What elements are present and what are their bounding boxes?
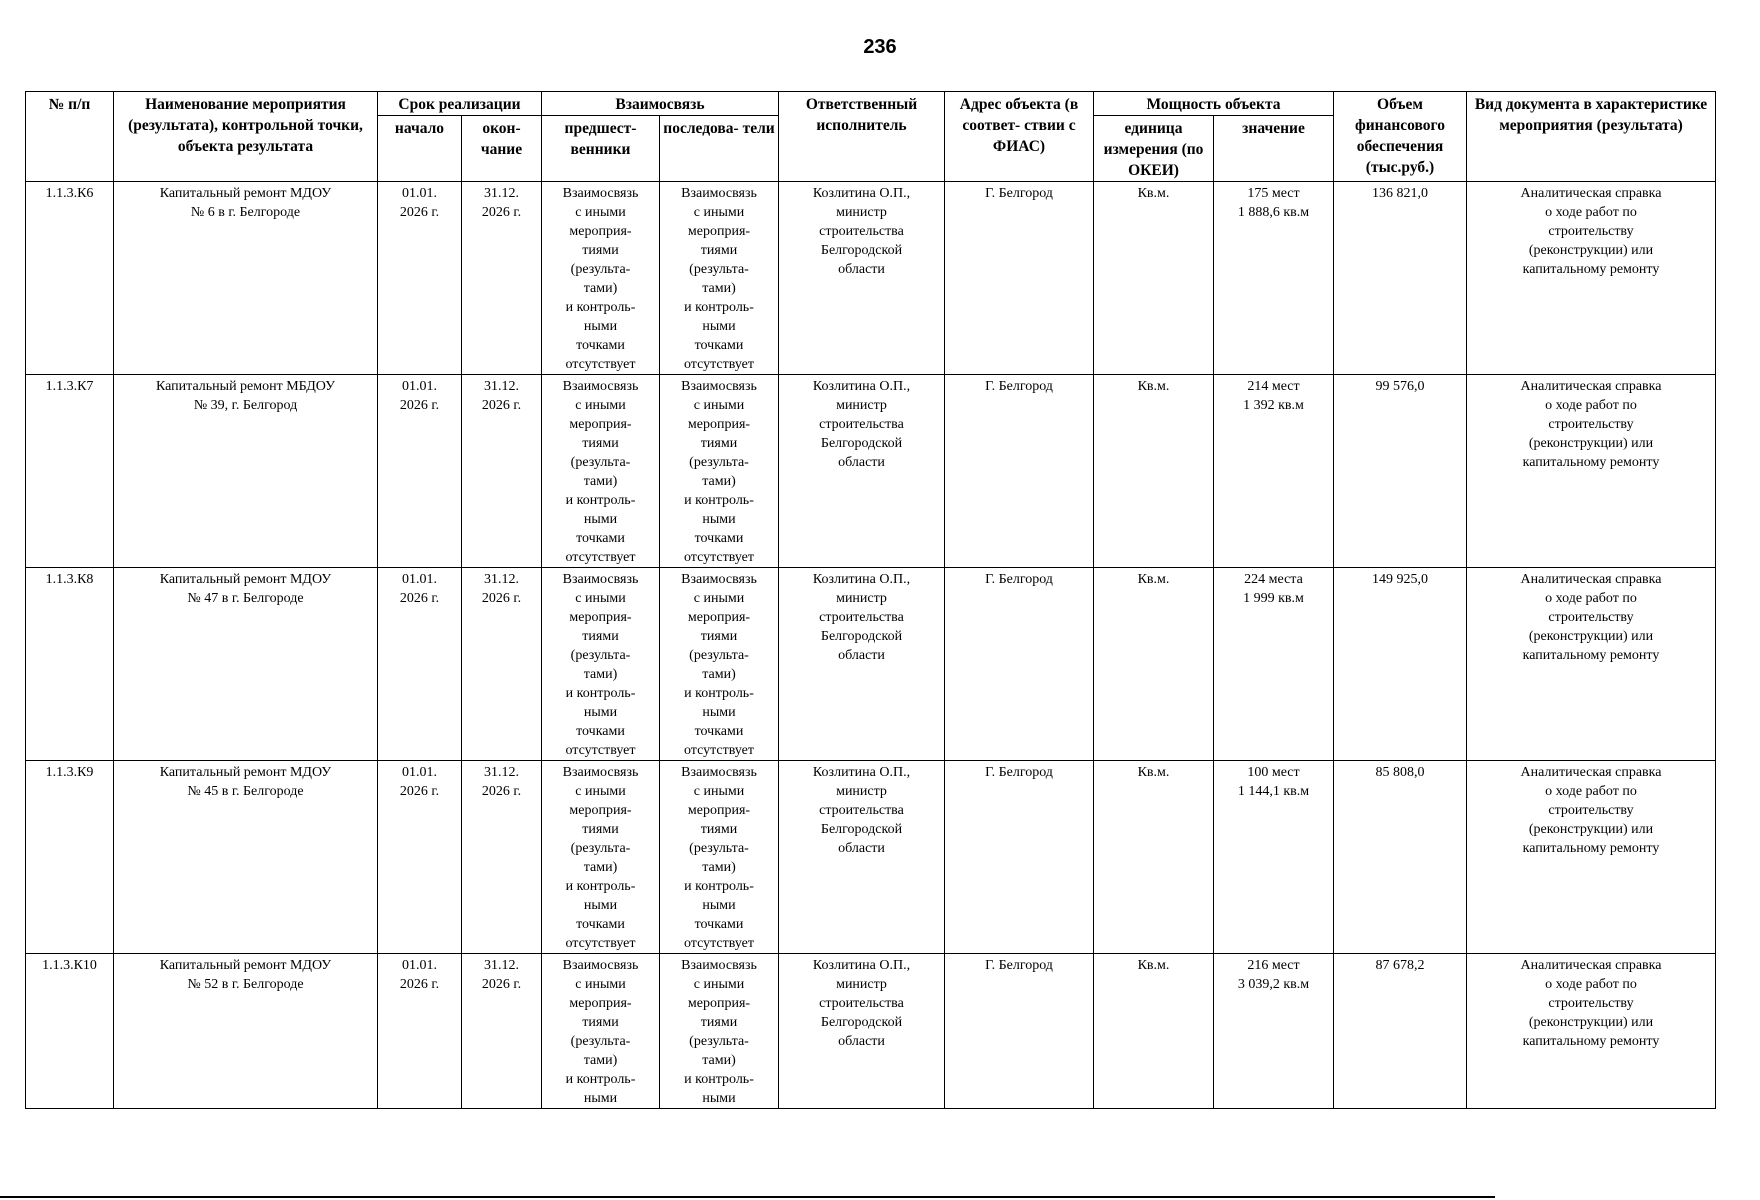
cell-responsible: Козлитина О.П., министр строительства Белгородской области <box>779 375 945 568</box>
cell-funding: 87 678,2 <box>1334 954 1467 1109</box>
cell-unit: Кв.м. <box>1094 182 1214 375</box>
page-number: 236 <box>863 36 897 58</box>
header-end: окон- чание <box>462 116 542 182</box>
cell-start: 01.01. 2026 г. <box>378 182 462 375</box>
table-row <box>26 568 1716 761</box>
header-num: № п/п <box>26 92 114 182</box>
header-successors: последова- тели <box>660 116 779 182</box>
cell-doc-type: Аналитическая справка о ходе работ по строительству (реконструкции) или капитальному ремонту <box>1467 954 1716 1109</box>
cell-start: 01.01. 2026 г. <box>378 954 462 1109</box>
header-unit: единица измерения (по ОКЕИ) <box>1094 116 1214 182</box>
cell-doc-type: Аналитическая справка о ходе работ по строительству (реконструкции) или капитальному ремонту <box>1467 182 1716 375</box>
header-predecessors: предшест- венники <box>542 116 660 182</box>
activities-table <box>25 91 1716 1109</box>
cell-predecessors: Взаимосвязь с иными мероприя- тиями (результа- тами) и контроль- ными точками отсутствует <box>542 761 660 954</box>
cell-end: 31.12. 2026 г. <box>462 954 542 1109</box>
cell-responsible: Козлитина О.П., министр строительства Белгородской области <box>779 954 945 1109</box>
footer-divider <box>0 1196 1460 1198</box>
header-period: Срок реализации <box>378 92 542 116</box>
cell-address: Г. Белгород <box>945 375 1094 568</box>
header-value: значение <box>1214 116 1334 182</box>
cell-start: 01.01. 2026 г. <box>378 761 462 954</box>
cell-value: 100 мест 1 144,1 кв.м <box>1214 761 1334 954</box>
cell-value: 175 мест 1 888,6 кв.м <box>1214 182 1334 375</box>
cell-address: Г. Белгород <box>945 182 1094 375</box>
cell-address: Г. Белгород <box>945 568 1094 761</box>
table-row <box>26 375 1716 568</box>
cell-responsible: Козлитина О.П., министр строительства Белгородской области <box>779 568 945 761</box>
cell-num: 1.1.3.К7 <box>26 375 114 568</box>
cell-value: 214 мест 1 392 кв.м <box>1214 375 1334 568</box>
cell-end: 31.12. 2026 г. <box>462 568 542 761</box>
cell-funding: 149 925,0 <box>1334 568 1467 761</box>
cell-successors: Взаимосвязь с иными мероприя- тиями (результа- тами) и контроль- ными <box>660 954 779 1109</box>
cell-unit: Кв.м. <box>1094 761 1214 954</box>
cell-name: Капитальный ремонт МДОУ № 52 в г. Белгороде <box>114 954 378 1109</box>
cell-num: 1.1.3.К6 <box>26 182 114 375</box>
header-capacity: Мощность объекта <box>1094 92 1334 116</box>
cell-doc-type: Аналитическая справка о ходе работ по строительству (реконструкции) или капитальному ремонту <box>1467 761 1716 954</box>
cell-start: 01.01. 2026 г. <box>378 568 462 761</box>
cell-doc-type: Аналитическая справка о ходе работ по строительству (реконструкции) или капитальному ремонту <box>1467 568 1716 761</box>
cell-funding: 99 576,0 <box>1334 375 1467 568</box>
header-name: Наименование мероприятия (результата), контрольной точки, объекта результата <box>114 92 378 182</box>
header-funding: Объем финансового обеспечения (тыс.руб.) <box>1334 92 1467 182</box>
cell-end: 31.12. 2026 г. <box>462 375 542 568</box>
cell-name: Капитальный ремонт МДОУ № 47 в г. Белгороде <box>114 568 378 761</box>
header-relation: Взаимосвязь <box>542 92 779 116</box>
cell-name: Капитальный ремонт МБДОУ № 39, г. Белгород <box>114 375 378 568</box>
header-address: Адрес объекта (в соответ- ствии с ФИАС) <box>945 92 1094 182</box>
cell-successors: Взаимосвязь с иными мероприя- тиями (результа- тами) и контроль- ными точками отсутствует <box>660 568 779 761</box>
cell-value: 224 места 1 999 кв.м <box>1214 568 1334 761</box>
footer-divider-stub <box>1430 1196 1495 1198</box>
cell-successors: Взаимосвязь с иными мероприя- тиями (результа- тами) и контроль- ными точками отсутствует <box>660 182 779 375</box>
header-start: начало <box>378 116 462 182</box>
cell-successors: Взаимосвязь с иными мероприя- тиями (результа- тами) и контроль- ными точками отсутствует <box>660 761 779 954</box>
cell-successors: Взаимосвязь с иными мероприя- тиями (результа- тами) и контроль- ными точками отсутствует <box>660 375 779 568</box>
cell-unit: Кв.м. <box>1094 954 1214 1109</box>
cell-predecessors: Взаимосвязь с иными мероприя- тиями (результа- тами) и контроль- ными точками отсутствует <box>542 375 660 568</box>
header-doc-type: Вид документа в характеристике мероприятия (результата) <box>1467 92 1716 182</box>
cell-predecessors: Взаимосвязь с иными мероприя- тиями (результа- тами) и контроль- ными точками отсутствует <box>542 568 660 761</box>
cell-responsible: Козлитина О.П., министр строительства Белгородской области <box>779 761 945 954</box>
cell-address: Г. Белгород <box>945 954 1094 1109</box>
table-row <box>26 954 1716 1109</box>
cell-predecessors: Взаимосвязь с иными мероприя- тиями (результа- тами) и контроль- ными <box>542 954 660 1109</box>
cell-responsible: Козлитина О.П., министр строительства Белгородской области <box>779 182 945 375</box>
table-row <box>26 182 1716 375</box>
cell-funding: 136 821,0 <box>1334 182 1467 375</box>
cell-doc-type: Аналитическая справка о ходе работ по строительству (реконструкции) или капитальному ремонту <box>1467 375 1716 568</box>
cell-num: 1.1.3.К10 <box>26 954 114 1109</box>
cell-unit: Кв.м. <box>1094 375 1214 568</box>
cell-end: 31.12. 2026 г. <box>462 182 542 375</box>
cell-funding: 85 808,0 <box>1334 761 1467 954</box>
cell-predecessors: Взаимосвязь с иными мероприя- тиями (результа- тами) и контроль- ными точками отсутствует <box>542 182 660 375</box>
table-body <box>26 182 1716 1109</box>
cell-name: Капитальный ремонт МДОУ № 6 в г. Белгороде <box>114 182 378 375</box>
cell-address: Г. Белгород <box>945 761 1094 954</box>
table-row <box>26 761 1716 954</box>
table-header <box>26 92 1716 182</box>
cell-start: 01.01. 2026 г. <box>378 375 462 568</box>
cell-num: 1.1.3.К8 <box>26 568 114 761</box>
header-responsible: Ответственный исполнитель <box>779 92 945 182</box>
cell-unit: Кв.м. <box>1094 568 1214 761</box>
cell-name: Капитальный ремонт МДОУ № 45 в г. Белгороде <box>114 761 378 954</box>
cell-value: 216 мест 3 039,2 кв.м <box>1214 954 1334 1109</box>
cell-end: 31.12. 2026 г. <box>462 761 542 954</box>
cell-num: 1.1.3.К9 <box>26 761 114 954</box>
